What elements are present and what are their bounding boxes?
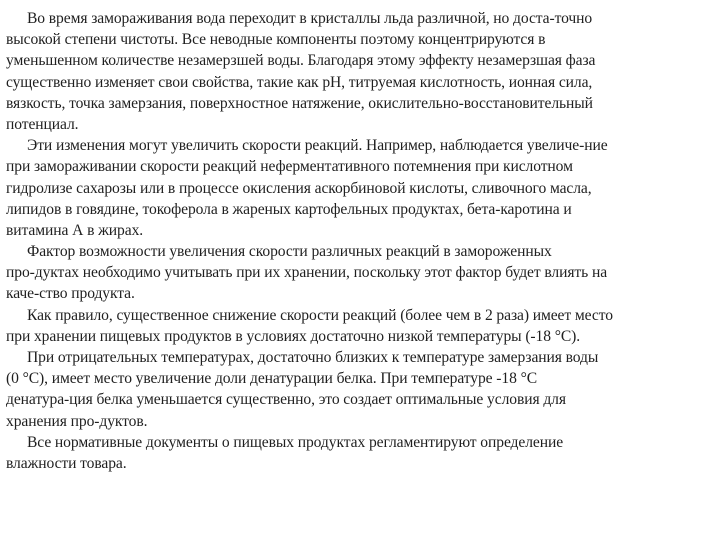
text-line: каче-ство продукта. — [6, 285, 135, 303]
text-line: при замораживании скорости реакций неферментативного потемнения при кислотном — [6, 158, 573, 176]
text-line: денатура-ция белка уменьшается существенно, это создает оптимальные условия для — [6, 391, 566, 409]
text-line: потенциал. — [6, 115, 79, 133]
paragraph-first-line: Все нормативные документы о пищевых продуктах регламентируют определение — [27, 433, 564, 451]
text-line: гидролизе сахарозы или в процессе окисления аскорбиновой кислоты, сливочного масла, — [6, 179, 592, 197]
text-line: (0 °С), имеет место увеличение доли денатурации белка. При температуре -18 °С — [6, 370, 538, 388]
text-line: вязкость, точка замерзания, поверхностное натяжение, окислительно-восстановительный — [6, 94, 593, 112]
paragraph-first-line: Фактор возможности увеличения скорости различных реакций в замороженных — [27, 243, 552, 261]
text-line: влажности товара. — [6, 454, 127, 472]
paragraph-first-line: Во время замораживания вода переходит в кристаллы льда различной, но доста-точно — [27, 10, 593, 27]
text-line: уменьшенном количестве незамерзшей воды. Благодаря этому эффекту незамерзшая фаза — [6, 52, 596, 70]
text-line: высокой степени чистоты. Все неводные компоненты поэтому концентрируются в — [6, 31, 546, 49]
text-line: липидов в говядине, токоферола в жареных картофельных продуктах, бета-каротина и — [6, 200, 572, 218]
text-line: существенно изменяет свои свойства, такие как рН, титруемая кислотность, ионная сила, — [6, 73, 593, 91]
paragraph-first-line: Как правило, существенное снижение скорости реакций (более чем в 2 раза) имеет место — [27, 306, 613, 324]
text-line: хранения про-дуктов. — [6, 412, 148, 430]
paragraph-first-line: При отрицательных температурах, достаточно близких к температуре замерзания воды — [27, 349, 599, 366]
text-line: при хранении пищевых продуктов в условиях достаточно низкой температуры (-18 °С). — [6, 327, 581, 345]
paragraph-first-line: Эти изменения могут увеличить скорости реакций. Например, наблюдается увеличе-ние — [27, 137, 608, 155]
document-page — [6, 8, 714, 474]
text-line: витамина А в жирах. — [6, 221, 144, 239]
text-line: про-дуктах необходимо учитывать при их хранении, поскольку этот фактор будет влиять на — [6, 264, 608, 282]
